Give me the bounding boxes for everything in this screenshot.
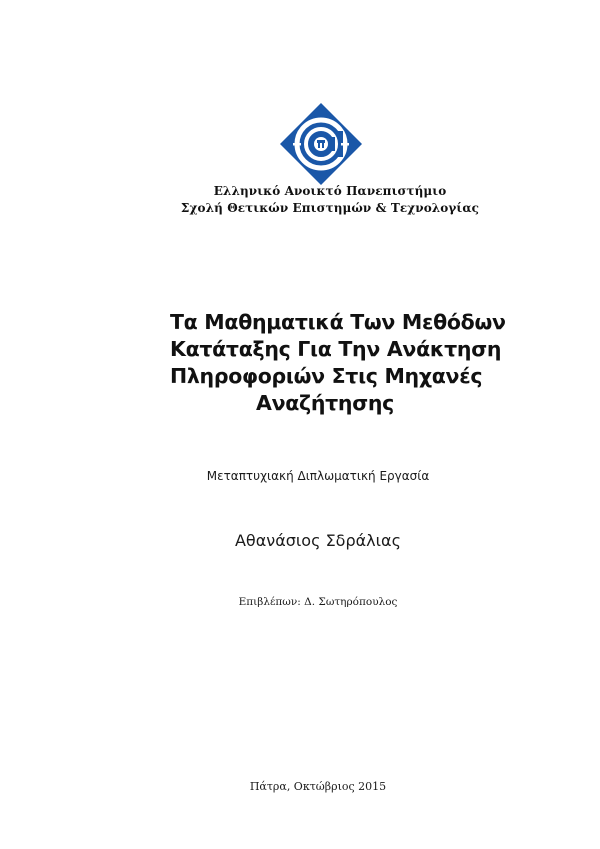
thesis-type: Μεταπτυχιακή Διπλωματική Εργασία — [206, 469, 430, 483]
author-name: Αθανάσιος Σδράλιας — [234, 531, 401, 550]
institution-name: Ελληνικό Ανοικτό Πανεπιστήμιο — [213, 184, 447, 198]
thesis-title-line: Τα Μαθηματικά Των Μεθόδων — [170, 310, 506, 334]
university-logo-icon — [279, 102, 363, 186]
thesis-title — [170, 309, 550, 417]
thesis-title-line: Κατάταξης Για Την Ανάκτηση — [170, 337, 502, 361]
place-and-date: Πάτρα, Οκτώβριος 2015 — [249, 780, 387, 793]
thesis-title-line: Αναζήτησης — [256, 391, 395, 415]
school-name: Σχολή Θετικών Επιστημών & Τεχνολογίας — [180, 201, 480, 215]
thesis-title-line: Πληροφοριών Στις Μηχανές — [170, 364, 483, 388]
supervisor: Επιβλέπων: Δ. Σωτηρόπουλος — [238, 596, 398, 608]
